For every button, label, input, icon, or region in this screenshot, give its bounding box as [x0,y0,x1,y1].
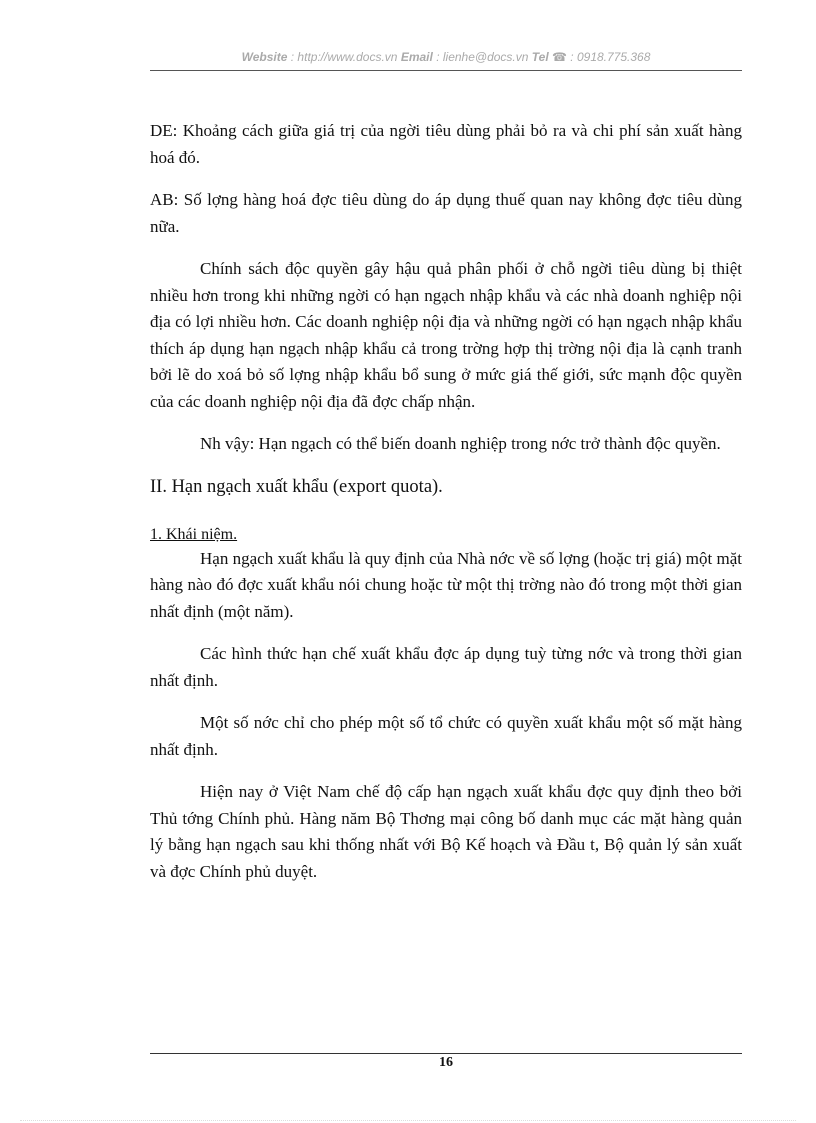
page-number: 16 [439,1055,453,1070]
paragraph-vietnam: Hiện nay ở Việt Nam chế độ cấp hạn ngạch xuất khẩu đợc quy định theo bởi Thủ tớng Chính phủ. Hàng năm Bộ Thơng mại công bố danh mục các mặt hàng quản lý bằng hạn ngạch sau khi thống nhất với Bộ Kế hoạch và Đầu t, Bộ quản lý sản xuất và đợc Chính phủ duyệt. [150,782,742,881]
page-content [150,118,742,901]
bottom-border [20,1120,796,1121]
tel-label: Tel ☎ [531,50,567,64]
page-header [150,50,742,64]
tel-value: : 0918.775.368 [570,50,651,64]
paragraph-de: DE: Khoảng cách giữa giá trị của ngời tiêu dùng phải bỏ ra và chi phí sản xuất hàng hoá đó. [150,121,742,167]
paragraph-ab: AB: Số lợng hàng hoá đợc tiêu dùng do áp dụng thuế quan nay không đợc tiêu dùng nữa. [150,190,742,236]
paragraph-forms: Các hình thức hạn chế xuất khẩu đợc áp dụng tuỳ từng nớc và trong thời gian nhất định. [150,644,742,690]
header-divider [150,70,742,71]
section-heading: II. Hạn ngạch xuất khẩu (export quota). [150,476,443,497]
email-label: Email [400,50,433,64]
paragraph-conclusion: Nh vậy: Hạn ngạch có thể biến doanh nghiệp trong nớc trở thành độc quyền. [200,434,721,453]
paragraph-monopoly-policy: Chính sách độc quyền gây hậu quả phân phối ở chỗ ngời tiêu dùng bị thiệt nhiều hơn trong khi những ngời có hạn ngạch nhập khẩu và các nhà doanh nghiệp nội địa có lợi nhiều hơn. Các doanh nghiệp nội địa và những ngời có hạn ngạch nhập khẩu thích áp dụng hạn ngạch nhập khẩu cả trong trờng hợp thị trờng nội địa là cạnh tranh bởi lẽ do xoá bỏ số lợng nhập khẩu bổ sung ở mức giá thế giới, sức mạnh độc quyền của các doanh nghiệp nội địa đã đợc chấp nhận. [150,259,742,411]
website-value[interactable]: : http://www.docs.vn [290,50,398,64]
paragraph-definition: Hạn ngạch xuất khẩu là quy định của Nhà nớc về số lợng (hoặc trị giá) một mặt hàng nào đó đợc xuất khẩu nói chung hoặc từ một thị trờng nào đó trong một thời gian nhất định (một năm). [150,548,742,621]
footer-divider [150,1053,742,1054]
subsection-heading: 1. Khái niệm. [150,525,238,543]
paragraph-some-countries: Một số nớc chỉ cho phép một số tổ chức có quyền xuất khẩu một số mặt hàng nhất định. [150,713,742,759]
email-value[interactable]: : lienhe@docs.vn [436,50,529,64]
website-label: Website [241,50,288,64]
